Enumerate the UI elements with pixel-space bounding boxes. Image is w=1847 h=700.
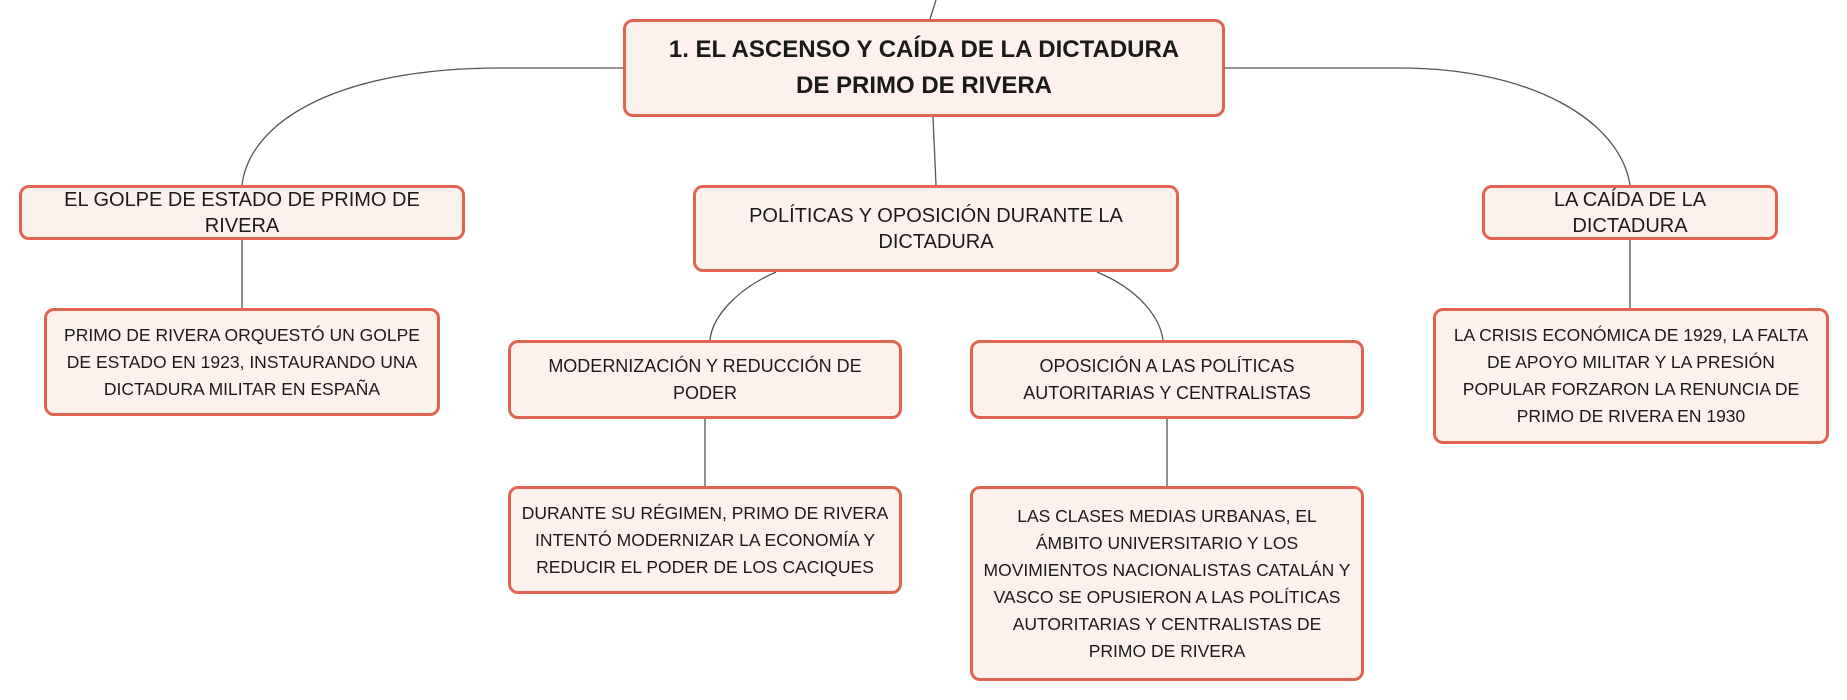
topic-politicas-y-oposicion[interactable]	[693, 185, 1179, 272]
subtopic-oposicion[interactable]	[970, 340, 1364, 419]
connector-root-golpe	[242, 68, 623, 185]
connector-root-caida	[1225, 68, 1630, 185]
topic-politicas-y-oposicion-label: POLÍTICAS Y OPOSICIÓN DURANTE LA DICTADURA	[749, 204, 1123, 253]
detail-caida-de-la-dictadura-text: LA CRISIS ECONÓMICA DE 1929, LA FALTA DE APOYO MILITAR Y LA PRESIÓN POPULAR FORZARON LA RENUNCIA DE PRIMO DE RIVERA EN 1930	[1453, 325, 1809, 426]
subtopic-modernizacion-label: MODERNIZACIÓN Y REDUCCIÓN DE PODER	[548, 355, 862, 403]
connector-politicas-oposicion	[1097, 272, 1163, 340]
connector-politicas-modern	[710, 272, 776, 340]
root-topic-title: 1. EL ASCENSO Y CAÍDA DE LA DICTADURA DE PRIMO DE RIVERA	[668, 36, 1180, 99]
root-topic[interactable]	[623, 19, 1225, 117]
detail-modernizacion-text: DURANTE SU RÉGIMEN, PRIMO DE RIVERA INTENTÓ MODERNIZAR LA ECONOMÍA Y REDUCIR EL PODER DE LOS CACIQUES	[521, 502, 889, 577]
topic-caida-de-la-dictadura[interactable]	[1482, 185, 1778, 240]
detail-modernizacion[interactable]	[508, 486, 902, 594]
topic-golpe-de-estado[interactable]	[19, 185, 465, 240]
connector-root-incoming	[930, 0, 936, 19]
topic-caida-de-la-dictadura-label: LA CAÍDA DE LA DICTADURA	[1553, 188, 1707, 237]
detail-oposicion[interactable]	[970, 486, 1364, 681]
detail-golpe-de-estado[interactable]	[44, 308, 440, 416]
subtopic-modernizacion[interactable]	[508, 340, 902, 419]
detail-caida-de-la-dictadura[interactable]	[1433, 308, 1829, 444]
detail-golpe-de-estado-text: PRIMO DE RIVERA ORQUESTÓ UN GOLPE DE ESTADO EN 1923, INSTAURANDO UNA DICTADURA MILITAR EN ESPAÑA	[64, 324, 420, 399]
topic-golpe-de-estado-label: EL GOLPE DE ESTADO DE PRIMO DE RIVERA	[64, 188, 420, 237]
detail-oposicion-text: LAS CLASES MEDIAS URBANAS, EL ÁMBITO UNIVERSITARIO Y LOS MOVIMIENTOS NACIONALISTAS CATALÁN Y VASCO SE OPUSIERON A LAS POLÍTICAS AUTORITARIAS Y CENTRALISTAS DE PRIMO DE RIVERA	[983, 505, 1351, 661]
connector-root-politicas	[933, 117, 936, 185]
subtopic-oposicion-label: OPOSICIÓN A LAS POLÍTICAS AUTORITARIAS Y CENTRALISTAS	[1023, 355, 1311, 403]
